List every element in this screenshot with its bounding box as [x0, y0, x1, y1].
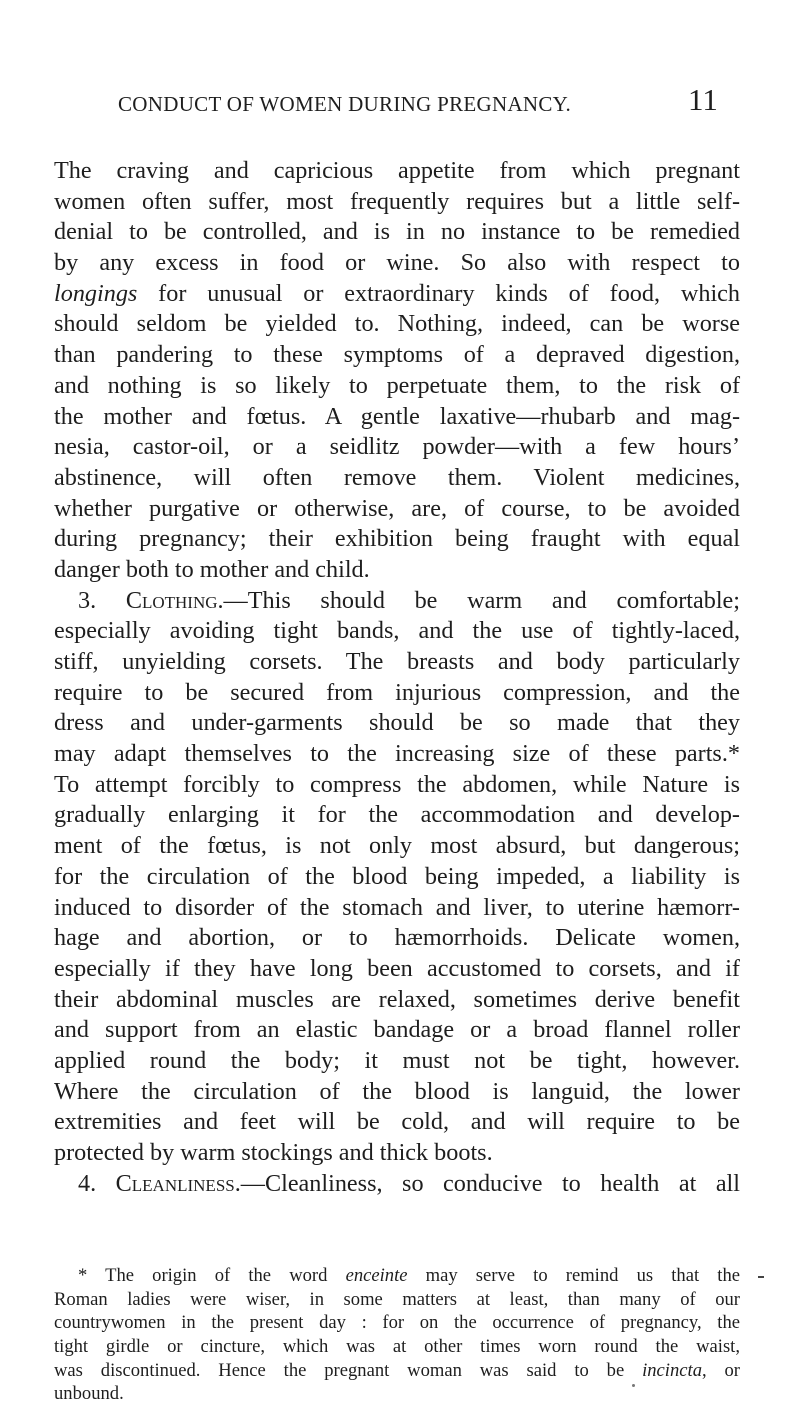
text-line: stiff, unyielding corsets. The breasts and body particularly — [54, 648, 740, 675]
section-title: Clothing. — [125, 586, 224, 614]
running-head: CONDUCT OF WOMEN DURING PREGNANCY. — [118, 92, 571, 116]
text-line: extremities and feet will be cold, and will require to be — [54, 1108, 740, 1136]
text-span: * The origin of the word — [78, 1265, 346, 1286]
text-line: than pandering to these symptoms of a depraved digestion, — [54, 341, 740, 369]
text-line: during pregnancy; their exhibition being fraught with equal — [54, 525, 740, 553]
text-span: may serve to remind us that the — [407, 1265, 740, 1286]
footnote-line: countrywomen in the present day : for on the occurrence of pregnancy, the — [54, 1312, 740, 1334]
section-heading-line — [54, 1169, 740, 1200]
footnote-line — [54, 1264, 740, 1288]
text-line: should seldom be yielded to. Nothing, indeed, can be worse — [54, 310, 740, 338]
text-line: applied round the body; it must not be tight, however. — [54, 1046, 740, 1074]
text-line: Where the circulation of the blood is languid, the lower — [54, 1077, 740, 1105]
text-line: women often suffer, most frequently requires but a little self- — [54, 187, 740, 215]
footnote — [54, 1264, 740, 1406]
text-line: nesia, castor-oil, or a seidlitz powder—with a few hours’ — [54, 433, 740, 461]
text-line: ment of the fœtus, is not only most absurd, but dangerous; — [54, 832, 740, 860]
text-line: hage and abortion, or to hæmorrhoids. Delicate women, — [54, 924, 740, 952]
text-line: gradually enlarging it for the accommodation and develop- — [54, 801, 740, 829]
text-line: To attempt forcibly to compress the abdomen, while Nature is — [54, 770, 740, 798]
footnote-line: tight girdle or cincture, which was at other times worn round the waist, — [54, 1336, 740, 1358]
page-number: 11 — [688, 82, 718, 117]
body-text — [54, 156, 740, 1199]
emphasis: longings — [54, 279, 138, 307]
footnote-line: Roman ladies were wiser, in some matters at least, than many of our — [54, 1288, 740, 1310]
footnote-line — [54, 1359, 740, 1383]
text-line: especially if they have long been accustomed to corsets, and if — [54, 954, 740, 982]
text-line: their abdominal muscles are relaxed, sometimes derive benefit — [54, 985, 740, 1013]
text-line: by any excess in food or wine. So also with respect to — [54, 249, 740, 277]
margin-mark — [758, 1276, 764, 1278]
text-span: for unusual or extraordinary kinds of food, which — [137, 279, 740, 307]
text-line: for the circulation of the blood being impeded, a liability is — [54, 862, 740, 890]
text-span: , or — [702, 1359, 741, 1381]
emphasis: incincta — [642, 1359, 702, 1381]
text-line: abstinence, will often remove them. Violent medicines, — [54, 463, 740, 491]
text-line: The craving and capricious appetite from which pregnant — [54, 157, 740, 184]
section-number: 4. — [78, 1169, 116, 1197]
text-line: dress and under-garments should be so made that they — [54, 709, 740, 737]
text-line: whether purgative or otherwise, are, of course, to be avoided — [54, 494, 740, 522]
text-span: was discontinued. Hence the pregnant woman was said to be — [54, 1359, 643, 1381]
footnote-line: unbound. — [54, 1383, 124, 1405]
text-line: the mother and fœtus. A gentle laxative—rhubarb and mag- — [54, 402, 740, 430]
emphasis: enceinte — [345, 1265, 408, 1286]
section-heading-line — [54, 586, 740, 617]
paper-speck — [632, 1384, 635, 1387]
text-line: induced to disorder of the stomach and liver, to uterine hæmorr- — [54, 893, 740, 921]
section-number: 3. — [78, 586, 126, 614]
text-line: and support from an elastic bandage or a broad flannel roller — [54, 1016, 740, 1044]
text-line: especially avoiding tight bands, and the use of tightly-laced, — [54, 617, 740, 645]
text-line: denial to be controlled, and is in no instance to be remedied — [54, 218, 740, 246]
section-title: Cleanliness. — [115, 1169, 241, 1197]
text-line: may adapt themselves to the increasing size of these parts.* — [54, 740, 740, 768]
text-line: and nothing is so likely to perpetuate them, to the risk of — [54, 371, 740, 399]
text-line: protected by warm stockings and thick boots. — [54, 1139, 493, 1166]
text-line — [54, 279, 740, 310]
text-span: —This should be warm and comfortable; — [223, 586, 741, 614]
text-span: —Cleanliness, so conducive to health at all — [240, 1169, 741, 1197]
page-header — [0, 82, 800, 124]
text-line: danger both to mother and child. — [54, 555, 370, 583]
text-line: require to be secured from injurious compression, and the — [54, 678, 740, 706]
